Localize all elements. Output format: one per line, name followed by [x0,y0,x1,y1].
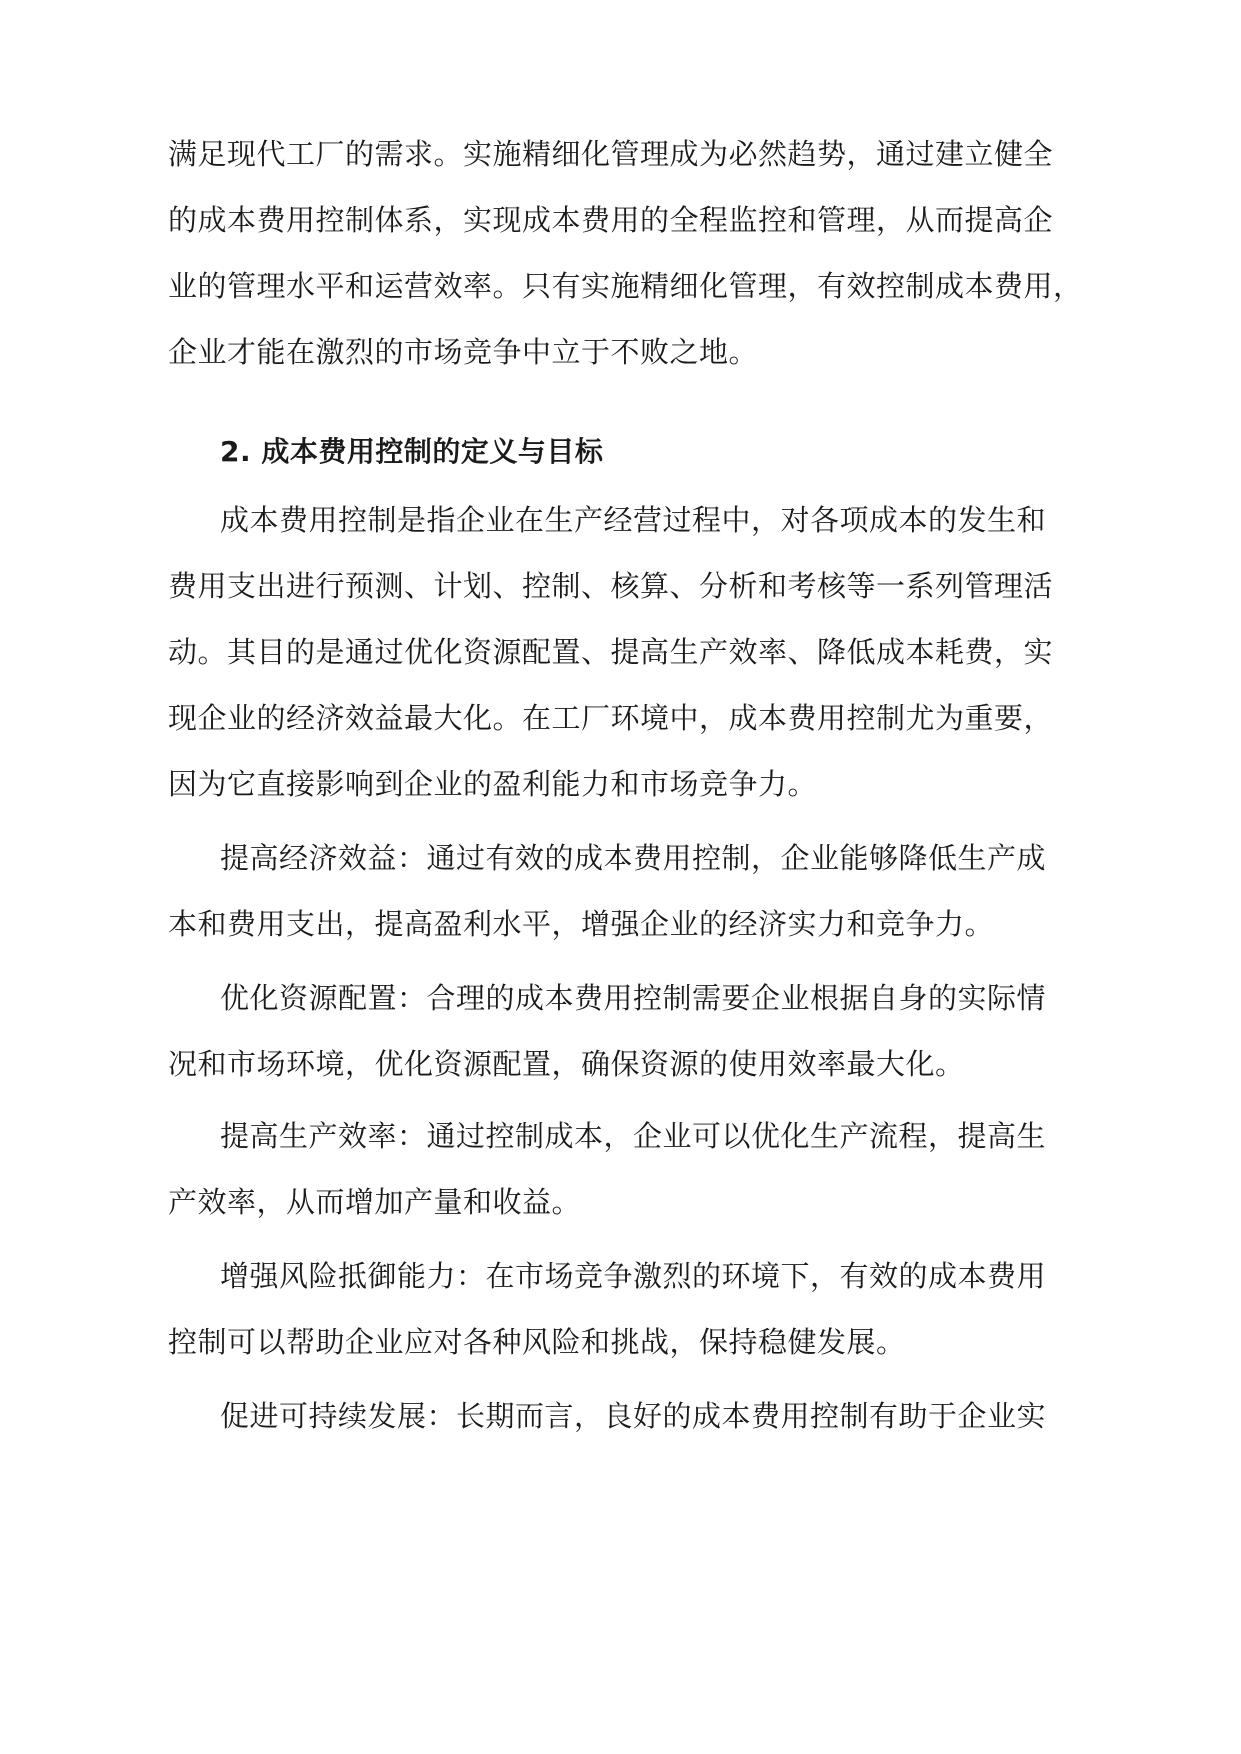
intro-line-3: 业的管理水平和运营效率。只有实施精细化管理，有效控制成本费用， [168,269,1083,303]
goal-resources-line-2: 况和市场环境，优化资源配置，确保资源的使用效率最大化。 [168,1047,965,1081]
definition-line-2: 费用支出进行预测、计划、控制、核算、分析和考核等一系列管理活 [168,569,1054,603]
goal-efficiency-line-2: 产效率，从而增加产量和收益。 [168,1185,582,1219]
definition-line-3: 动。其目的是通过优化资源配置、提高生产效率、降低成本耗费，实 [168,635,1054,669]
intro-line-1: 满足现代工厂的需求。实施精细化管理成为必然趋势，通过建立健全 [168,137,1054,171]
goal-risk-line-2: 控制可以帮助企业应对各种风险和挑战，保持稳健发展。 [168,1325,906,1359]
definition-line-1: 成本费用控制是指企业在生产经营过程中，对各项成本的发生和 [220,503,1047,537]
goal-economic-line-2: 本和费用支出，提高盈利水平，增强企业的经济实力和竞争力。 [168,907,995,941]
intro-line-2: 的成本费用控制体系，实现成本费用的全程监控和管理，从而提高企 [168,203,1054,237]
goal-economic-line-1: 提高经济效益：通过有效的成本费用控制，企业能够降低生产成 [220,841,1047,875]
definition-line-4: 现企业的经济效益最大化。在工厂环境中，成本费用控制尤为重要， [168,701,1054,735]
section-heading: 2. 成本费用控制的定义与目标 [220,435,604,468]
goal-resources-line-1: 优化资源配置：合理的成本费用控制需要企业根据自身的实际情 [220,981,1047,1015]
intro-line-4: 企业才能在激烈的市场竞争中立于不败之地。 [168,335,759,369]
goal-sustainable-line-1: 促进可持续发展：长期而言，良好的成本费用控制有助于企业实 [220,1399,1047,1433]
goal-efficiency-line-1: 提高生产效率：通过控制成本，企业可以优化生产流程，提高生 [220,1119,1047,1153]
goal-risk-line-1: 增强风险抵御能力：在市场竞争激烈的环境下，有效的成本费用 [220,1259,1047,1293]
definition-line-5: 因为它直接影响到企业的盈利能力和市场竞争力。 [168,767,818,801]
